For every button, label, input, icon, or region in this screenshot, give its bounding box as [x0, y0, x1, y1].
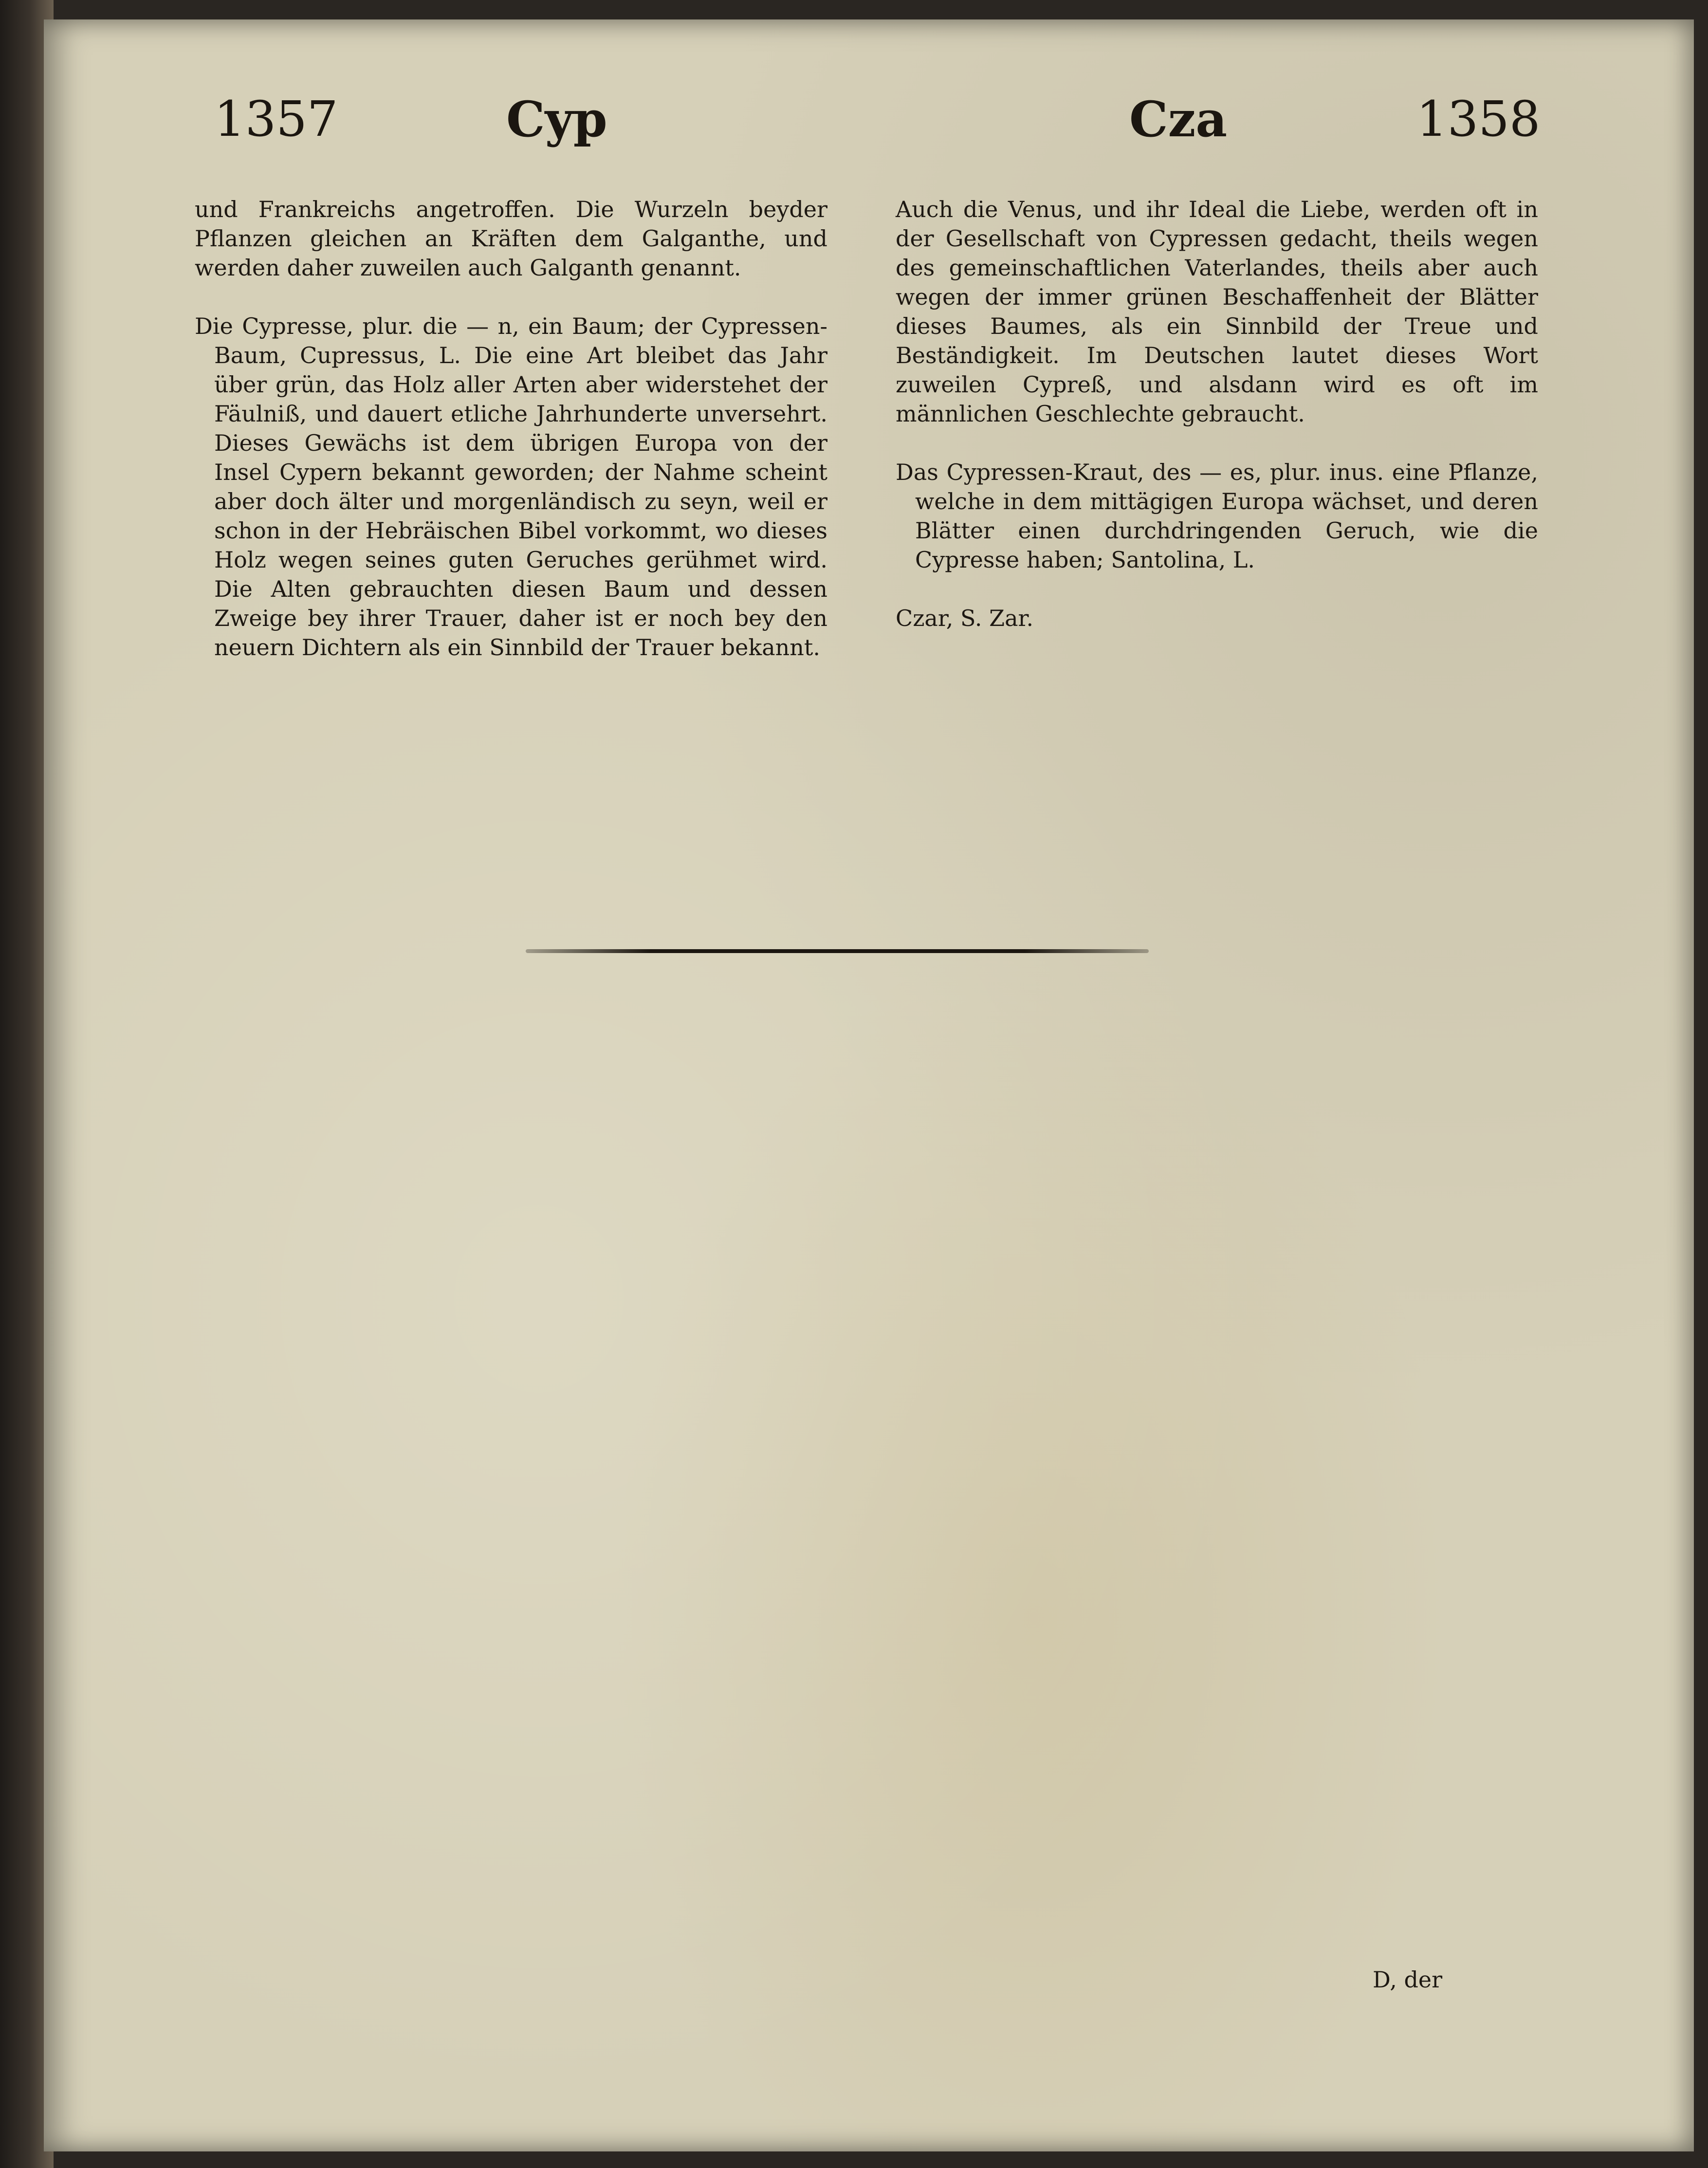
paragraph-galganth-continuation: und Frankreichs angetroffen. Die Wurzeln beyder Pflanzen gleichen an Kräften dem Galganthe, und werden daher zuweilen auch Galganth genannt. [195, 196, 827, 281]
entry-cypresse: Die Cypresse, plur. die — n, ein Baum; der Cypressen-Baum, Cupressus, L. Die eine Art bleibet das Jahr über grün, das Holz aller Arten aber widerstehet der Fäulniß, und dauert etliche Jahrhunderte unversehrt. Dieses Gewächs ist dem übrigen Europa von der Insel Cypern bekannt geworden; der Nahme scheint aber doch älter und morgenländisch zu seyn, weil er schon in der Hebräischen Bibel vorkommt, wo dieses Holz wegen seines guten Geruches gerühmet wird. Die Alten gebrauchten diesen Baum und dessen Zweige bey ihrer Trauer, daher ist er noch bey den neuern Dichtern als ein Sinnbild der Trauer bekannt. [195, 313, 827, 661]
entry-cypressen-kraut: Das Cypressen-Kraut, des — es, plur. inus. eine Pflanze, welche in dem mittägigen Europa wächset, und deren Blätter einen durchdringenden Geruch, wie die Cypresse haben; Santolina, L. [896, 459, 1538, 573]
left-running-head: Cyp [506, 91, 607, 148]
catchword: D, der [1373, 1966, 1443, 1993]
right-column [896, 195, 1538, 662]
paragraph-cypresse-continuation: Auch die Venus, und ihr Ideal die Liebe, werden oft in der Gesellschaft von Cypressen gedacht, theils wegen des gemeinschaftlichen Vaterlandes, theils aber auch wegen der immer grünen Beschaffenheit der Blätter dieses Baumes, als ein Sinnbild der Treue und Beständigkeit. Im Deutschen lautet dieses Wort zuweilen Cypreß, und alsdann wird es oft im männlichen Geschlechte gebraucht. [896, 196, 1538, 427]
entry-czar: Czar, S. Zar. [896, 605, 1034, 631]
left-page-number: 1357 [214, 91, 338, 147]
end-rule [526, 949, 1149, 953]
left-column [195, 195, 827, 691]
right-page-number: 1358 [1416, 91, 1541, 147]
right-running-head: Cza [1129, 91, 1228, 148]
